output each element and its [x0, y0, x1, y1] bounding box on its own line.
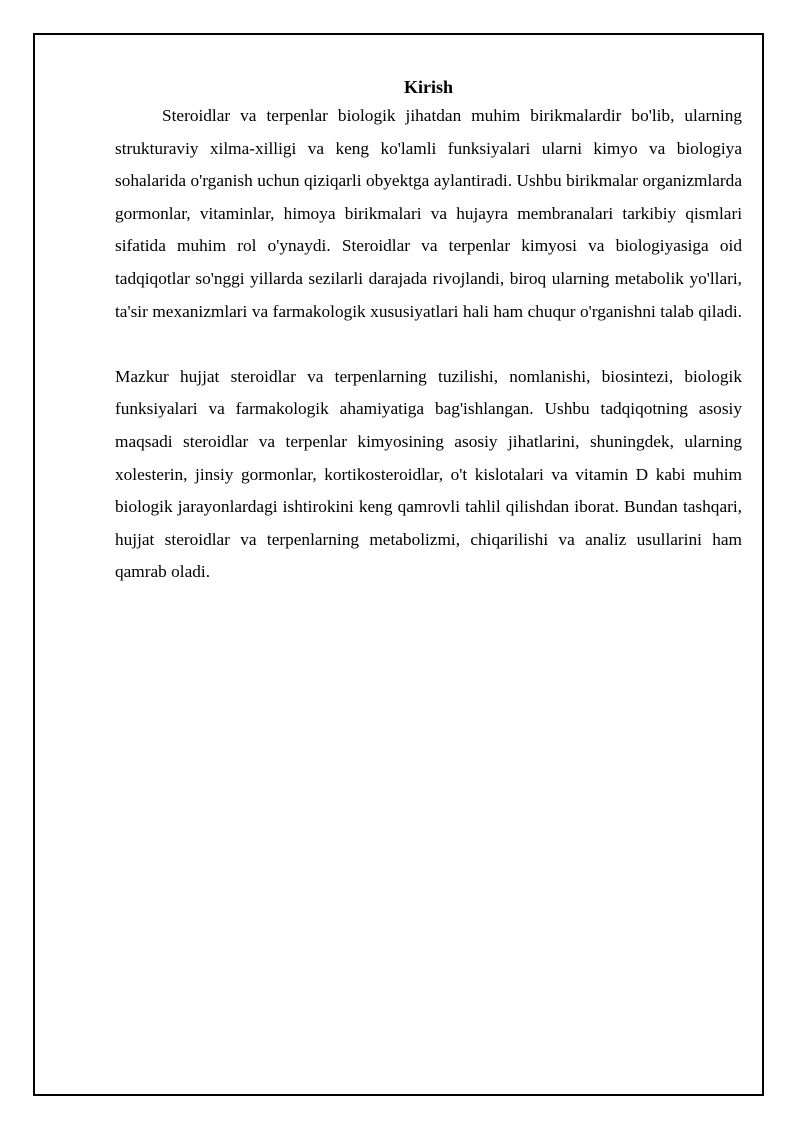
purpose-paragraph: Mazkur hujjat steroidlar va terpenlarning tuzilishi, nomlanishi, biosintezi, biologik funksiyalari va farmakologik ahamiyatiga bag'ishlangan. Ushbu tadqiqotning asosiy maqsadi steroidlar va terpenlar kimyosining asosiy jihatlarini, shuningdek, ularning xolesterin, jinsiy gormonlar, kortikosteroidlar, o't kislotalari va vitamin D kabi muhim biologik jarayonlardagi ishtirokini keng qamrovli tahlil qilishdan iborat. Bundan tashqari, hujjat steroidlar va terpenlarning metabolizmi, chiqarilishi va analiz usullarini ham qamrab oladi.: [115, 366, 742, 582]
page-title: Kirish: [403, 77, 453, 97]
page-content: [115, 74, 742, 589]
intro-paragraph: Steroidlar va terpenlar biologik jihatdan muhim birikmalardir bo'lib, ularning strukturaviy xilma-xilligi va keng ko'lamli funksiyalari ularni kimyo va biologiya sohalarida o'rganish uchun qiziqarli obyektga aylantiradi. Ushbu birikmalar organizmlarda gormonlar, vitaminlar, himoya birikmalari va hujayra membranalari tarkibiy qismlari sifatida muhim rol o'ynaydi. Steroidlar va terpenlar kimyosi va biologiyasiga oid tadqiqotlar so'nggi yillarda sezilarli darajada rivojlandi, biroq ularning metabolik yo'llari, ta'sir mexanizmlari va farmakologik xususiyatlari hali ham chuqur o'rganishni talab qiladi.: [115, 106, 742, 321]
